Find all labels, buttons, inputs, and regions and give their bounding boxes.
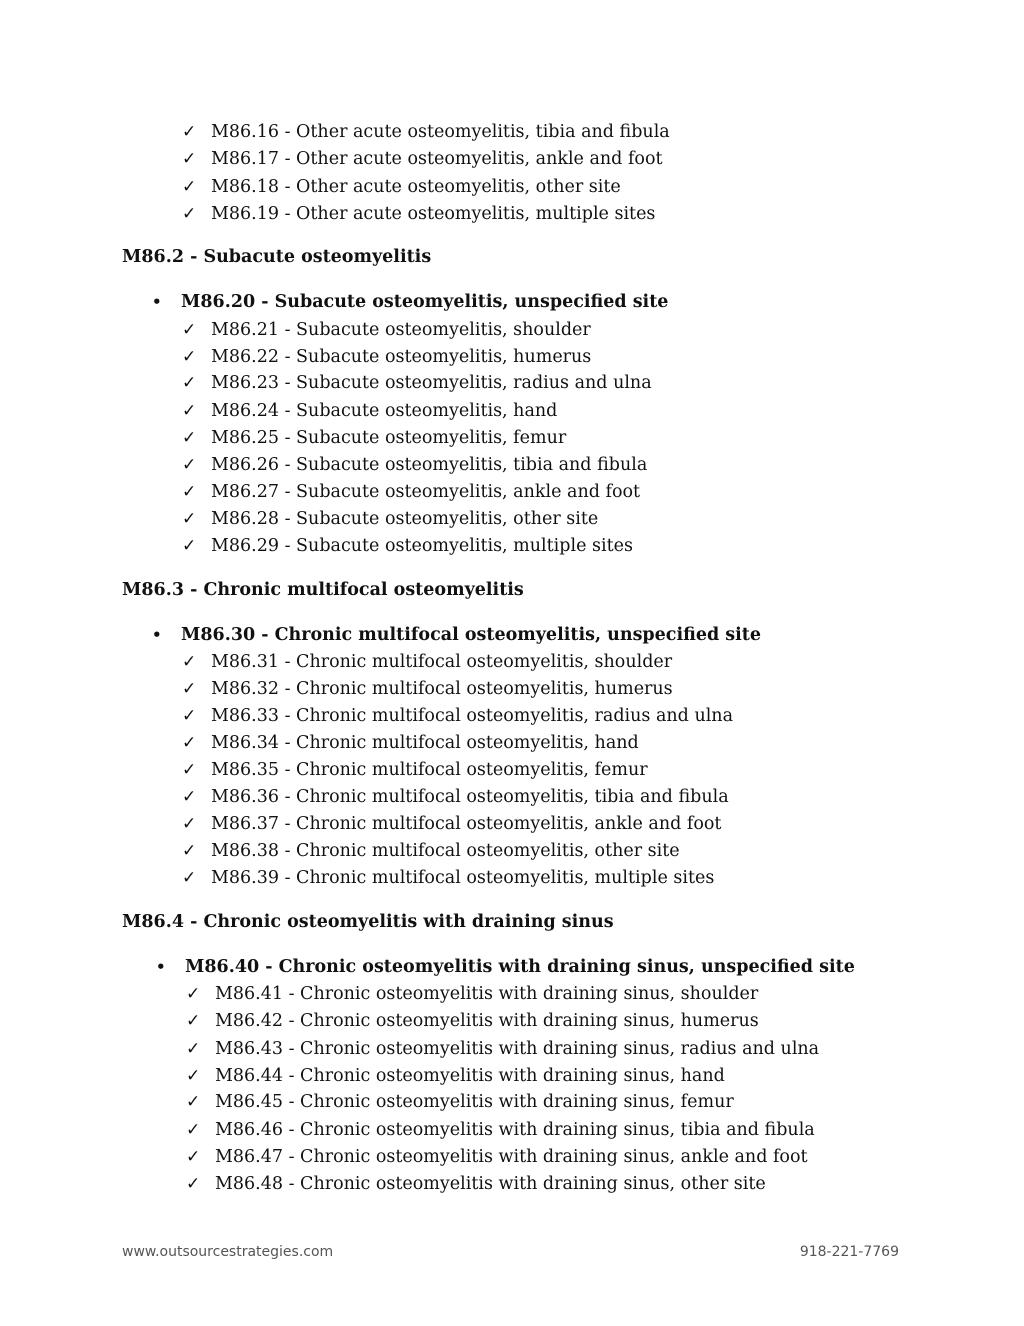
bullet-text: M86.30 - Chronic multifocal osteomyelitis, unspecified site bbox=[181, 625, 762, 645]
check-icon: ✓ bbox=[186, 1011, 201, 1031]
code-entry: M86.39 - Chronic multifocal osteomyelitis, multiple sites bbox=[211, 868, 715, 888]
code-entry: M86.36 - Chronic multifocal osteomyelitis, tibia and fibula bbox=[211, 787, 729, 807]
check-icon: ✓ bbox=[182, 814, 197, 834]
check-icon: ✓ bbox=[182, 177, 197, 197]
list-item bbox=[182, 703, 733, 730]
check-icon: ✓ bbox=[186, 1120, 201, 1140]
check-icon: ✓ bbox=[182, 536, 197, 556]
list-item bbox=[182, 119, 670, 146]
code-entry: M86.35 - Chronic multifocal osteomyelitis, femur bbox=[211, 760, 648, 780]
code-entry: M86.34 - Chronic multifocal osteomyelitis, hand bbox=[211, 733, 639, 753]
list-item bbox=[182, 201, 655, 228]
footer-phone: 918-221-7769 bbox=[799, 1244, 899, 1260]
code-entry: M86.48 - Chronic osteomyelitis with draining sinus, other site bbox=[215, 1174, 766, 1194]
code-entry: M86.29 - Subacute osteomyelitis, multiple sites bbox=[211, 536, 633, 556]
list-item bbox=[182, 506, 598, 533]
list-item bbox=[182, 676, 673, 703]
list-item bbox=[182, 452, 647, 479]
code-entry: M86.42 - Chronic osteomyelitis with draining sinus, humerus bbox=[215, 1011, 759, 1031]
code-entry: M86.27 - Subacute osteomyelitis, ankle and foot bbox=[211, 482, 641, 502]
check-icon: ✓ bbox=[182, 320, 197, 340]
list-item bbox=[182, 649, 672, 676]
bullet-icon: • bbox=[152, 626, 162, 644]
check-icon: ✓ bbox=[182, 347, 197, 367]
bullet-text: M86.20 - Subacute osteomyelitis, unspecified site bbox=[181, 292, 669, 312]
code-entry: M86.47 - Chronic osteomyelitis with draining sinus, ankle and foot bbox=[215, 1147, 808, 1167]
code-entry: M86.16 - Other acute osteomyelitis, tibia and fibula bbox=[211, 122, 670, 142]
list-item bbox=[182, 317, 591, 344]
code-entry: M86.41 - Chronic osteomyelitis with draining sinus, shoulder bbox=[215, 984, 759, 1004]
check-icon: ✓ bbox=[186, 1147, 201, 1167]
code-entry: M86.17 - Other acute osteomyelitis, ankle and foot bbox=[211, 149, 663, 169]
list-item bbox=[182, 865, 714, 892]
list-item bbox=[182, 425, 566, 452]
list-item bbox=[182, 479, 640, 506]
code-entry: M86.46 - Chronic osteomyelitis with draining sinus, tibia and fibula bbox=[215, 1120, 815, 1140]
check-icon: ✓ bbox=[182, 149, 197, 169]
code-entry: M86.21 - Subacute osteomyelitis, shoulder bbox=[211, 320, 591, 340]
code-entry: M86.45 - Chronic osteomyelitis with draining sinus, femur bbox=[215, 1092, 734, 1112]
bullet-item bbox=[154, 954, 855, 981]
list-item bbox=[182, 811, 721, 838]
list-item bbox=[182, 784, 729, 811]
check-icon: ✓ bbox=[182, 204, 197, 224]
check-icon: ✓ bbox=[186, 1066, 201, 1086]
code-entry: M86.28 - Subacute osteomyelitis, other site bbox=[211, 509, 599, 529]
list-item bbox=[182, 174, 621, 201]
check-icon: ✓ bbox=[182, 373, 197, 393]
check-icon: ✓ bbox=[186, 1092, 201, 1112]
list-item bbox=[182, 757, 648, 784]
code-entry: M86.23 - Subacute osteomyelitis, radius and ulna bbox=[211, 373, 652, 393]
section-heading: M86.2 - Subacute osteomyelitis bbox=[122, 247, 432, 267]
check-icon: ✓ bbox=[182, 787, 197, 807]
list-item bbox=[182, 398, 557, 425]
code-entry: M86.26 - Subacute osteomyelitis, tibia and fibula bbox=[211, 455, 648, 475]
bullet-item bbox=[150, 289, 668, 316]
check-icon: ✓ bbox=[182, 122, 197, 142]
code-entry: M86.32 - Chronic multifocal osteomyelitis, humerus bbox=[211, 679, 673, 699]
list-item bbox=[186, 981, 758, 1008]
check-icon: ✓ bbox=[186, 984, 201, 1004]
check-icon: ✓ bbox=[182, 679, 197, 699]
check-icon: ✓ bbox=[182, 760, 197, 780]
code-entry: M86.33 - Chronic multifocal osteomyelitis, radius and ulna bbox=[211, 706, 734, 726]
check-icon: ✓ bbox=[182, 841, 197, 861]
code-entry: M86.38 - Chronic multifocal osteomyelitis, other site bbox=[211, 841, 680, 861]
bullet-text: M86.40 - Chronic osteomyelitis with draining sinus, unspecified site bbox=[185, 957, 855, 977]
code-entry: M86.19 - Other acute osteomyelitis, multiple sites bbox=[211, 204, 656, 224]
code-entry: M86.24 - Subacute osteomyelitis, hand bbox=[211, 401, 558, 421]
list-item bbox=[186, 1036, 819, 1063]
bullet-item bbox=[150, 622, 761, 649]
check-icon: ✓ bbox=[182, 482, 197, 502]
list-item bbox=[186, 1089, 734, 1116]
check-icon: ✓ bbox=[182, 733, 197, 753]
list-item bbox=[186, 1171, 766, 1198]
code-entry: M86.18 - Other acute osteomyelitis, other site bbox=[211, 177, 621, 197]
check-icon: ✓ bbox=[182, 455, 197, 475]
list-item bbox=[182, 533, 633, 560]
bullet-icon: • bbox=[156, 958, 166, 976]
section-heading: M86.3 - Chronic multifocal osteomyelitis bbox=[122, 580, 524, 600]
list-item bbox=[182, 146, 663, 173]
check-icon: ✓ bbox=[182, 509, 197, 529]
check-icon: ✓ bbox=[182, 652, 197, 672]
list-item bbox=[182, 730, 639, 757]
check-icon: ✓ bbox=[186, 1174, 201, 1194]
section-heading: M86.4 - Chronic osteomyelitis with draining sinus bbox=[122, 912, 614, 932]
list-item bbox=[186, 1117, 815, 1144]
code-entry: M86.43 - Chronic osteomyelitis with draining sinus, radius and ulna bbox=[215, 1039, 820, 1059]
bullet-icon: • bbox=[152, 293, 162, 311]
list-item bbox=[182, 344, 591, 371]
list-item bbox=[182, 370, 652, 397]
code-entry: M86.31 - Chronic multifocal osteomyelitis, shoulder bbox=[211, 652, 673, 672]
check-icon: ✓ bbox=[182, 428, 197, 448]
check-icon: ✓ bbox=[182, 706, 197, 726]
list-item bbox=[186, 1144, 808, 1171]
check-icon: ✓ bbox=[182, 401, 197, 421]
check-icon: ✓ bbox=[186, 1039, 201, 1059]
footer-website: www.outsourcestrategies.com bbox=[122, 1244, 334, 1260]
code-entry: M86.25 - Subacute osteomyelitis, femur bbox=[211, 428, 567, 448]
list-item bbox=[186, 1008, 759, 1035]
check-icon: ✓ bbox=[182, 868, 197, 888]
code-entry: M86.44 - Chronic osteomyelitis with draining sinus, hand bbox=[215, 1066, 725, 1086]
list-item bbox=[186, 1063, 725, 1090]
list-item bbox=[182, 838, 680, 865]
code-entry: M86.22 - Subacute osteomyelitis, humerus bbox=[211, 347, 592, 367]
code-entry: M86.37 - Chronic multifocal osteomyelitis, ankle and foot bbox=[211, 814, 722, 834]
